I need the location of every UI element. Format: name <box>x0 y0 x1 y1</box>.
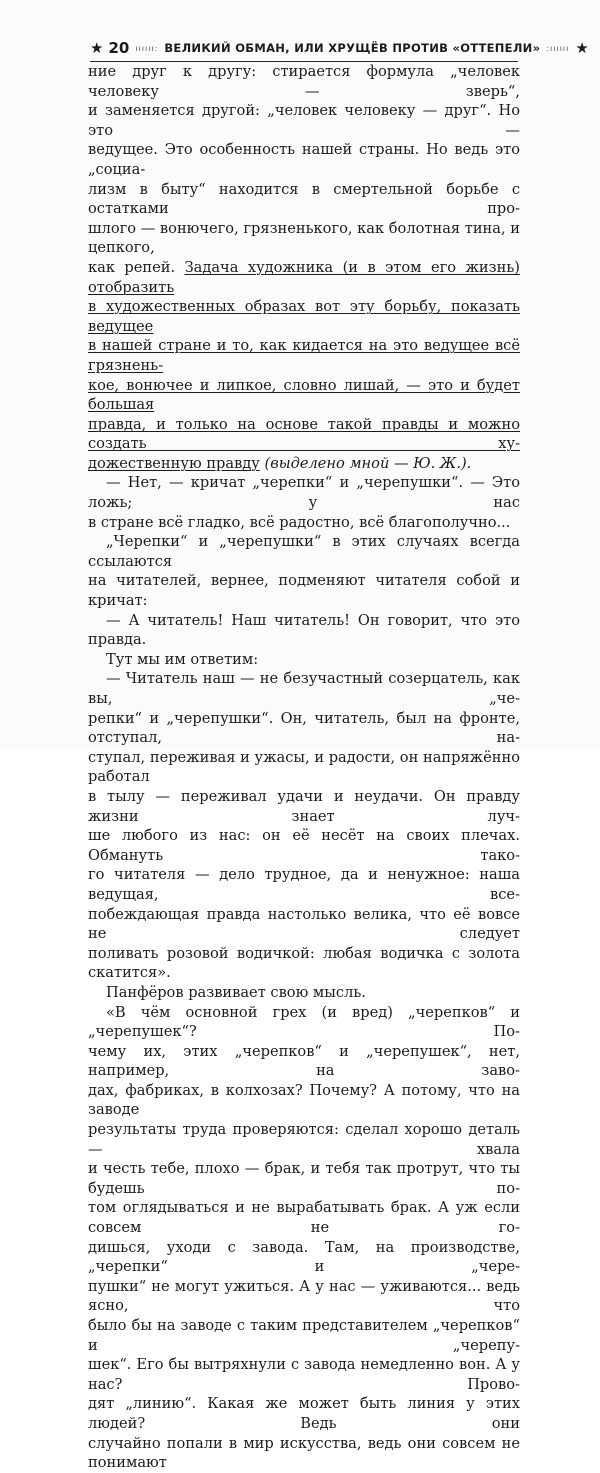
text-line: — Нет, — кричат „черепки“ и „черепушки“. — Это ложь; у нас <box>88 474 520 512</box>
text-line: ше любого из нас: он её несёт на своих плечах. Обмануть тако- <box>88 827 520 864</box>
text-line: побеждающая правда настолько велика, что её вовсе не следует <box>88 905 520 943</box>
text-line: дишься, уходи с завода. Там, на производстве, „черепки“ и „чере- <box>88 1238 520 1276</box>
text-line: и заменяется другой: „человек человеку — друг“. Но это — <box>88 102 520 139</box>
text-line <box>88 297 520 336</box>
text-line <box>88 258 520 297</box>
text-line: результаты труда проверяются: сделал хорошо деталь — хвала <box>88 1121 520 1158</box>
running-title: ВЕЛИКИЙ ОБМАН, ИЛИ ХРУЩЁВ ПРОТИВ «ОТТЕПЕЛИ» <box>164 41 541 55</box>
author-note: (выделено мной — Ю. Ж.). <box>259 454 472 472</box>
text-line: — А читатель! Наш читатель! Он говорит, что это правда. <box>88 611 520 649</box>
text-line: шек“. Его бы вытряхнули с завода немедленно вон. А у нас? Прово- <box>88 1356 520 1393</box>
text-line: лизм в быту“ находится в смертельной борьбе с остатками про- <box>88 180 520 218</box>
text-span: как репей. <box>88 258 185 276</box>
text-line: «В чём основной грех (и вред) „черепков“ и „черепушек“? По- <box>88 1003 520 1041</box>
underlined-quote: в художественных образах вот эту борьбу, показать ведущее <box>88 298 520 335</box>
star-icon: ★ <box>90 38 104 57</box>
text-line <box>88 376 520 415</box>
page-text <box>88 62 520 1473</box>
text-line: на читателей, вернее, подменяют читателя собой и кричат: <box>88 572 520 610</box>
header-ornament-right: :ıııııı <box>546 43 570 53</box>
text-line: дят „линию“. Какая же может быть линия у этих людей? Ведь они <box>88 1395 520 1432</box>
underlined-quote: правда, и только на основе такой правды и можно создать ху- <box>88 415 520 453</box>
underlined-quote: дожественную правду <box>88 454 260 472</box>
underlined-quote: кое, вонючее и липкое, словно лишай, — это и будет большая <box>88 376 520 414</box>
text-line: чему их, этих „черепков“ и „черепушек“, нет, например, на заво- <box>88 1042 520 1080</box>
text-line <box>88 415 520 454</box>
text-line: „Черепки“ и „черепушки“ в этих случаях всегда ссылаются <box>88 533 520 570</box>
text-line: шлого — вонючего, грязненького, как болотная тина, и цепкого, <box>88 219 520 257</box>
text-line: ние друг к другу: стирается формула „человек человеку — зверь“, <box>88 63 520 100</box>
text-line: случайно попали в мир искусства, ведь они совсем не понимают <box>88 1434 520 1472</box>
text-line: дах, фабриках, в колхозах? Почему? А потому, что на заводе <box>88 1081 520 1119</box>
text-line: и честь тебе, плохо — брак, и тебя так протрут, что ты будешь по- <box>88 1160 520 1197</box>
header-ornament-left: ıııııı: <box>135 43 159 53</box>
text-line: пушки“ не могут ужиться. А у нас — уживаются... ведь ясно, что <box>88 1277 520 1315</box>
text-line: Тут мы им ответим: <box>106 650 259 668</box>
star-icon: ★ <box>575 38 589 57</box>
text-line <box>88 336 520 375</box>
text-line: было бы на заводе с таким представителем „черепков“ и „черепу- <box>88 1317 520 1354</box>
text-line: ведущее. Это особенность нашей страны. Но ведь это „социа- <box>88 141 520 178</box>
page-header <box>90 37 589 59</box>
text-line: репки“ и „черепушки“. Он, читатель, был на фронте, отступал, на- <box>88 709 520 747</box>
text-line: в стране всё гладко, всё радостно, всё благополучно... <box>88 513 511 531</box>
underlined-quote: в нашей стране и то, как кидается на это ведущее всё грязнень- <box>88 337 520 374</box>
text-line: го читателя — дело трудное, да и ненужное: наша ведущая, все- <box>88 866 520 903</box>
underlined-quote: Задача художника (и в этом его жизнь) отобразить <box>88 258 520 296</box>
text-line: — Читатель наш — не безучастный созерцатель, как вы, „че- <box>88 670 520 707</box>
text-line: ступал, переживая и ужасы, и радости, он напряжённо работал <box>88 748 520 786</box>
text-line: том оглядываться и не вырабатывать брак. А уж если совсем не го- <box>88 1199 520 1237</box>
text-line: Панфёров развивает свою мысль. <box>106 983 366 1001</box>
text-line: в тылу — переживал удачи и неудачи. Он правду жизни знает луч- <box>88 787 520 825</box>
text-line <box>88 454 520 474</box>
page-number: 20 <box>108 39 130 57</box>
text-line: поливать розовой водичкой: любая водичка с золота скатится». <box>88 944 520 982</box>
